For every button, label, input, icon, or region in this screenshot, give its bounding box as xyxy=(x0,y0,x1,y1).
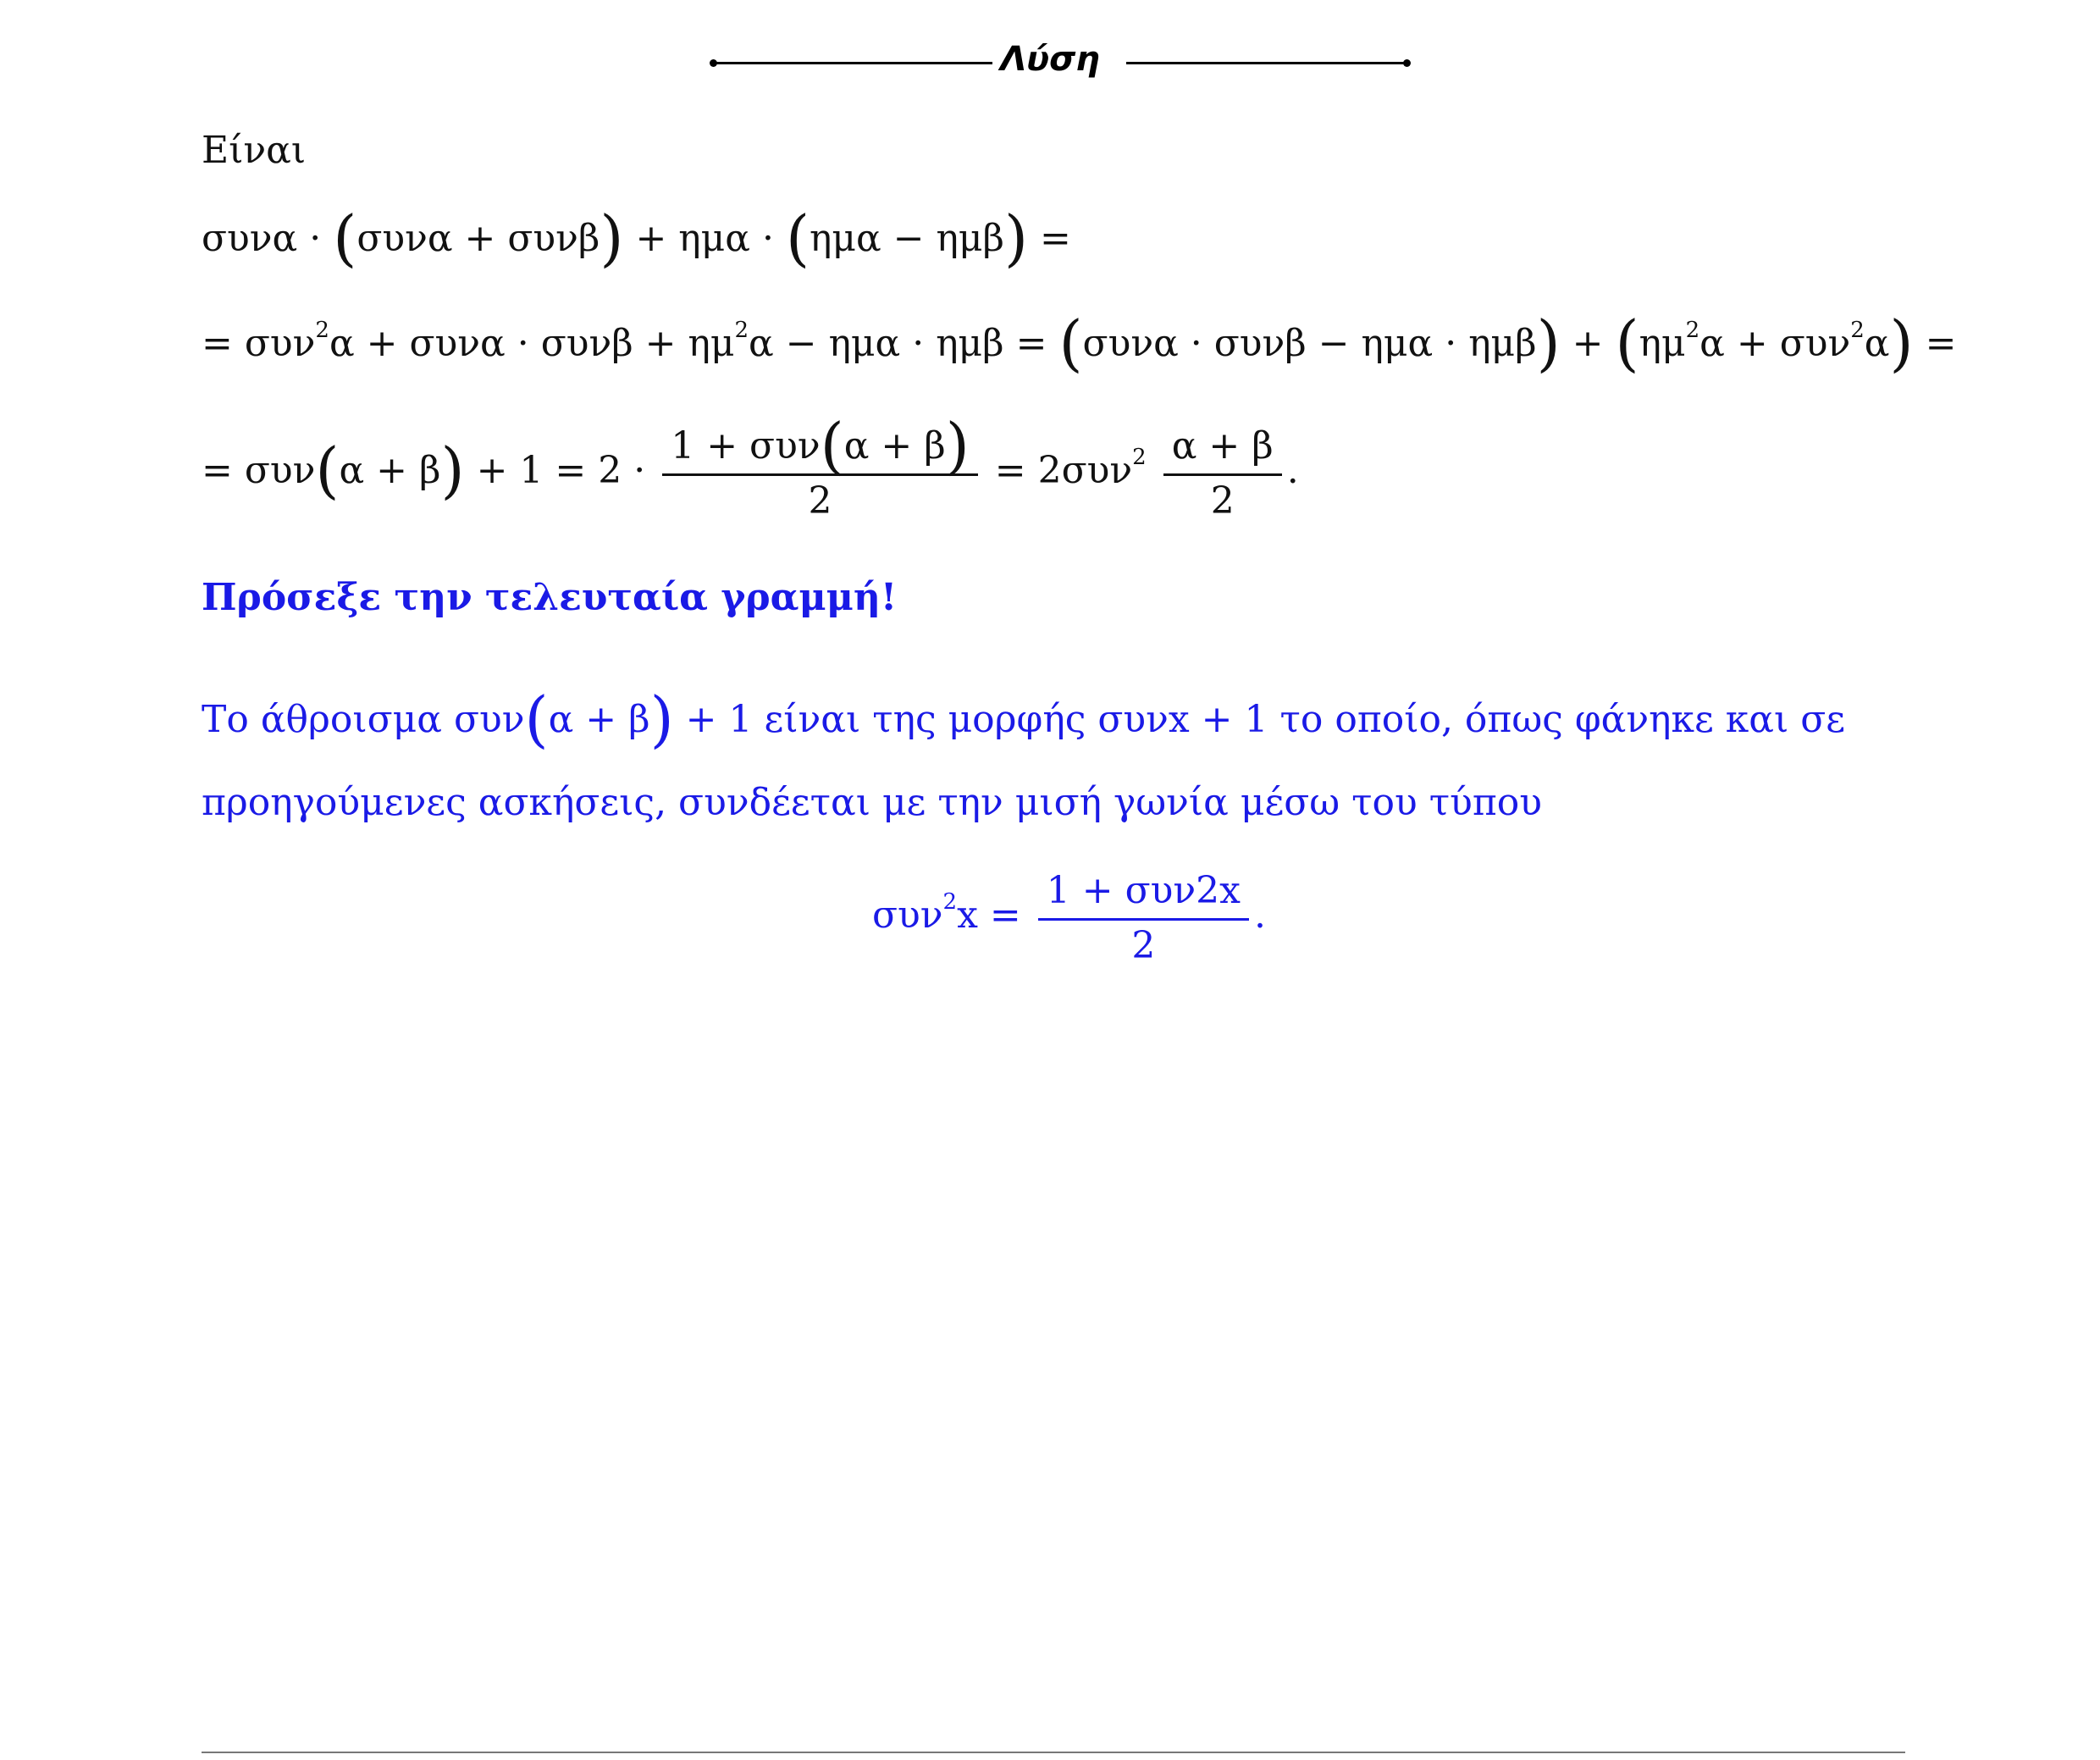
fraction-2: $\frac{\alpha + \beta}{2}$ xyxy=(1163,419,1282,527)
equation-line-2: = $\sigma\upsilon\nu^2\alpha + \sigma\upsilon\nu\alpha \cdot \sigma\upsilon\nu\beta + \eta\mu^2\alpha - \eta\mu\alpha \cdot \eta\mu\beta = (\sigma\upsilon\nu\alpha \cdot \sigma\upsilon\nu\beta - \eta\mu\alpha \cdot \eta\mu\beta) + (\eta\mu^2\alpha + \sigma\upsilon\nu^2\alpha)$ = xyxy=(202,307,1957,379)
equation-line-3: = συν(α + β) + 1 = 2 · $\frac{\text{1 + συν(α + β)}}{2}$ = 2συν$^2$ $\frac{\alpha + \beta}{2}$ . xyxy=(202,419,1299,527)
half-angle-formula: συν$^2$x = $\frac{\text{1 + συν2x}}{2}$ . xyxy=(872,864,1266,971)
header-right-dot xyxy=(1403,59,1411,67)
highlight-note: Πρόσεξε την τελευταία γραμμή! xyxy=(202,576,898,619)
paragraph-line-1: Το άθροισμα συν(α + β) + 1 είναι της μορφής συνx + 1 το οποίο, όπως φάνηκε και σε xyxy=(202,684,1846,755)
intro-text: Είναι xyxy=(202,129,307,172)
equation-line-1: συνα · (συνα + συνβ) + ημα · (ημα − ημβ) = xyxy=(202,202,1071,274)
footer-rule xyxy=(202,1752,1905,1753)
paragraph-line-2: προηγούμενες ασκήσεις, συνδέεται με την μισή γωνία μέσω του τύπου xyxy=(202,781,1542,824)
header-right-line xyxy=(1126,62,1406,64)
header-left-line xyxy=(713,62,992,64)
fraction-1: $\frac{\text{1 + συν(α + β)}}{2}$ xyxy=(662,419,978,527)
section-title: Λύση xyxy=(1000,40,1100,79)
formula-fraction: $\frac{\text{1 + συν2x}}{2}$ xyxy=(1038,864,1249,971)
